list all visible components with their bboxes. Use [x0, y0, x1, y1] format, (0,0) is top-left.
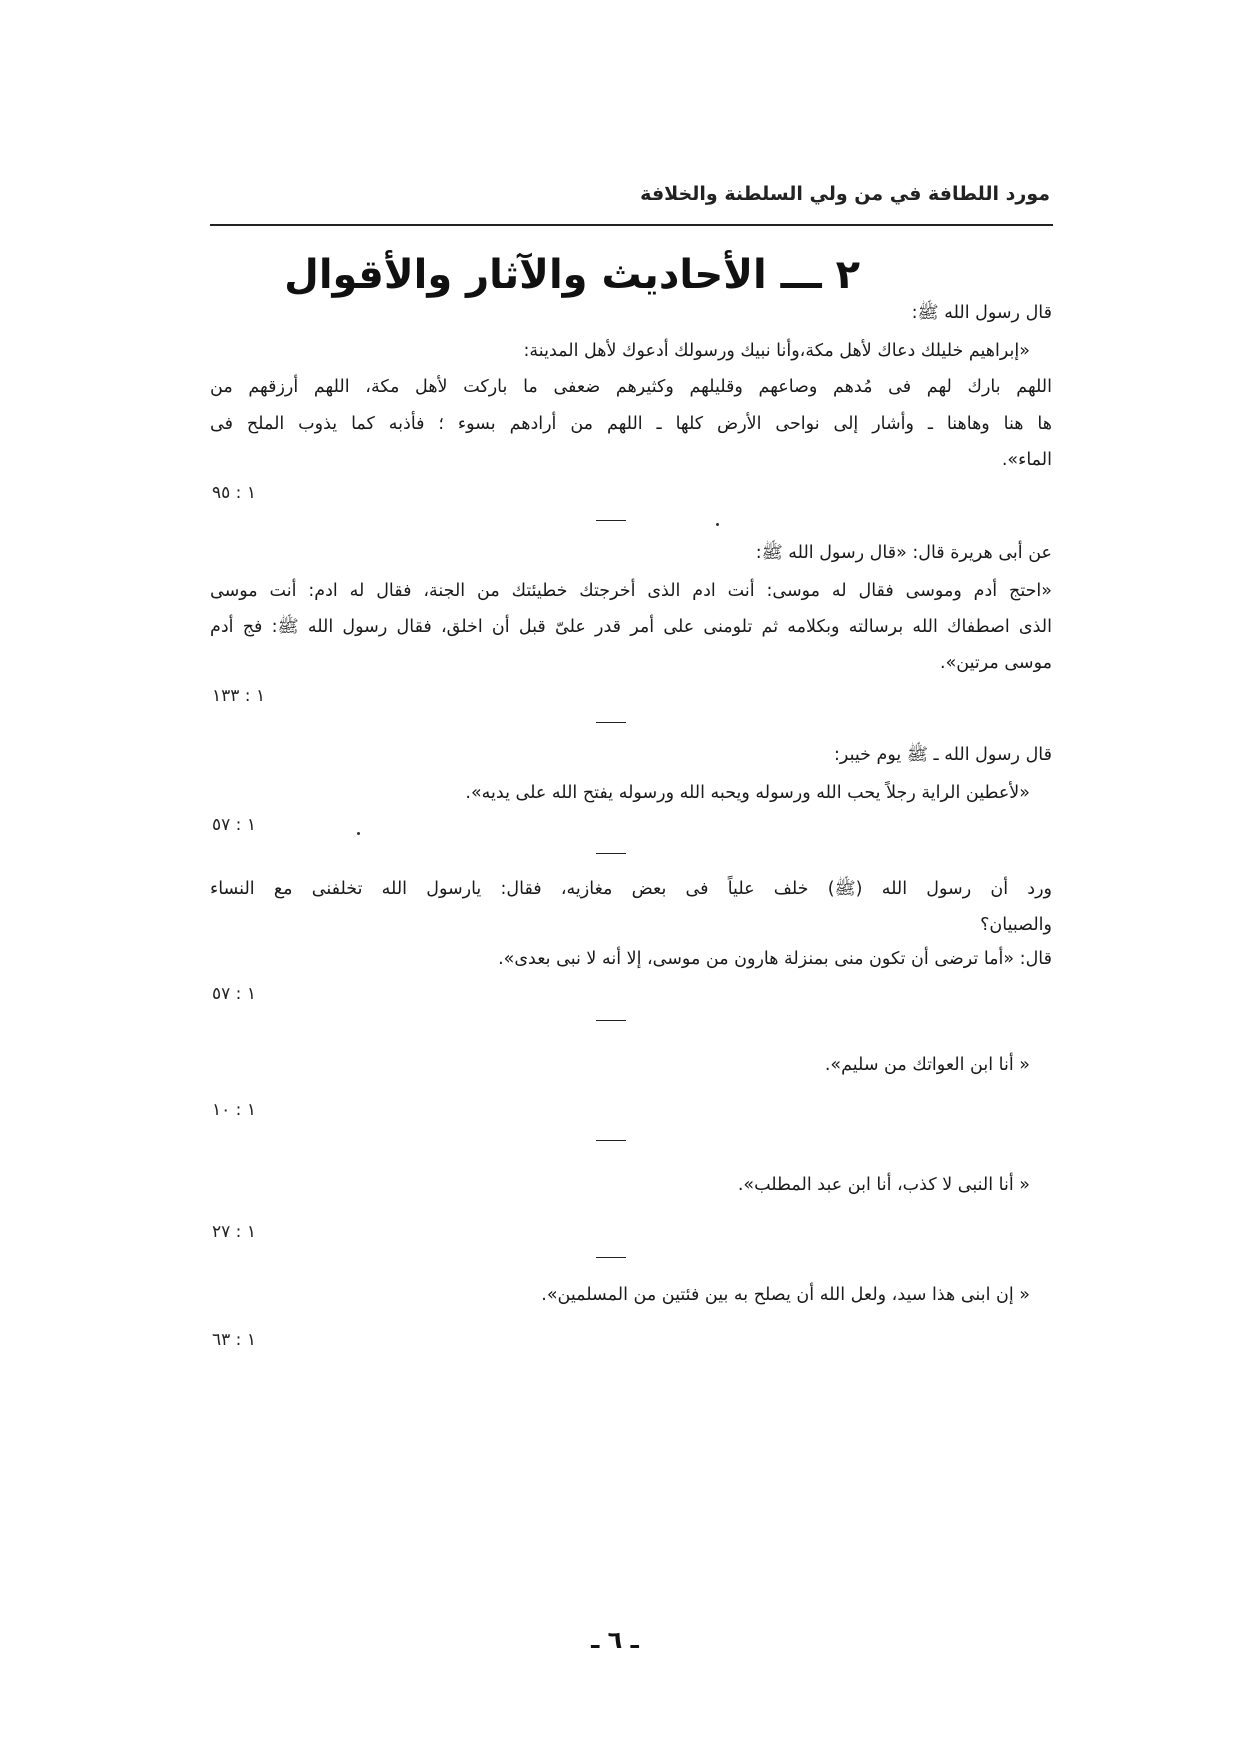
text-line: «إبراهيم خليلك دعاك لأهل مكة،وأنا نبيك ورسولك أدعوك لأهل المدينة: [523, 341, 1030, 361]
page-number: ـ ٦ ـ [591, 1626, 639, 1654]
text-line: « أنا ابن العواتك من سليم». [824, 1055, 1030, 1075]
text-line: « إن ابنى هذا سيد، ولعل الله أن يصلح به بين فئتين من المسلمين». [541, 1285, 1030, 1305]
text-line: اللهم بارك لهم فى مُدهم وصاعهم وقليلهم وكثيرهم ضعفى ما باركت لأهل مكة، اللهم أرزقهم من [210, 377, 1052, 397]
text-line: «لأعطين الراية رجلاً يحب الله ورسوله ويحبه الله ورسوله يفتح الله على يديه». [465, 783, 1030, 803]
text-line: موسى مرتين». [940, 653, 1052, 673]
speck [357, 832, 360, 835]
text-line: عن أبى هريرة قال: «قال رسول الله ﷺ: [755, 543, 1052, 563]
speck [716, 523, 719, 526]
section-separator [596, 520, 626, 521]
text-line: « أنا النبى لا كذب، أنا ابن عبد المطلب». [737, 1175, 1030, 1195]
source-reference: ١ : ٩٥ [212, 483, 256, 503]
text-line: الذى اصطفاك الله برسالته وبكلامه ثم تلومنى على أمر قدر علىّ قبل أن اخلق، فقال رسول الله ﷺ: فج أدم [210, 617, 1052, 637]
text-line: قال رسول الله ـ ﷺ يوم خيبر: [834, 745, 1052, 765]
chapter-title: ٢ ـــ الأحاديث والآثار والأقوال [284, 252, 860, 298]
source-reference: ١ : ٥٧ [212, 815, 256, 835]
source-reference: ١ : ٦٣ [212, 1330, 256, 1350]
section-separator [596, 1140, 626, 1141]
header-rule [210, 224, 1053, 226]
text-line: ورد أن رسول الله (ﷺ) خلف علياً فى بعض مغازيه، فقال: يارسول الله تخلفنى مع النساء [210, 879, 1052, 899]
section-separator [596, 853, 626, 854]
source-reference: ١ : ١٠ [212, 1100, 256, 1120]
section-separator [596, 722, 626, 723]
source-reference: ١ : ٢٧ [212, 1222, 256, 1242]
section-separator [596, 1020, 626, 1021]
text-line: والصبيان؟ [980, 915, 1052, 935]
text-line: قال: «أما ترضى أن تكون منى بمنزلة هارون من موسى، إلا أنه لا نبى بعدى». [498, 949, 1052, 969]
text-line: الماء». [1001, 450, 1052, 470]
section-separator [596, 1257, 626, 1258]
text-line: قال رسول الله ﷺ: [911, 303, 1052, 323]
text-line: «احتج أدم وموسى فقال له موسى: أنت ادم الذى أخرجتك خطيئتك من الجنة، فقال له ادم: أنت موسى [210, 581, 1052, 601]
source-reference: ١ : ١٣٣ [212, 686, 266, 706]
running-header: مورد اللطافة في من ولي السلطنة والخلافة [640, 183, 1050, 205]
text-line: ها هنا وهاهنا ـ وأشار إلى نواحى الأرض كلها ـ اللهم من أرادهم بسوء ؛ فأذبه كما يذوب الملح فى [210, 414, 1052, 434]
source-reference: ١ : ٥٧ [212, 984, 256, 1004]
